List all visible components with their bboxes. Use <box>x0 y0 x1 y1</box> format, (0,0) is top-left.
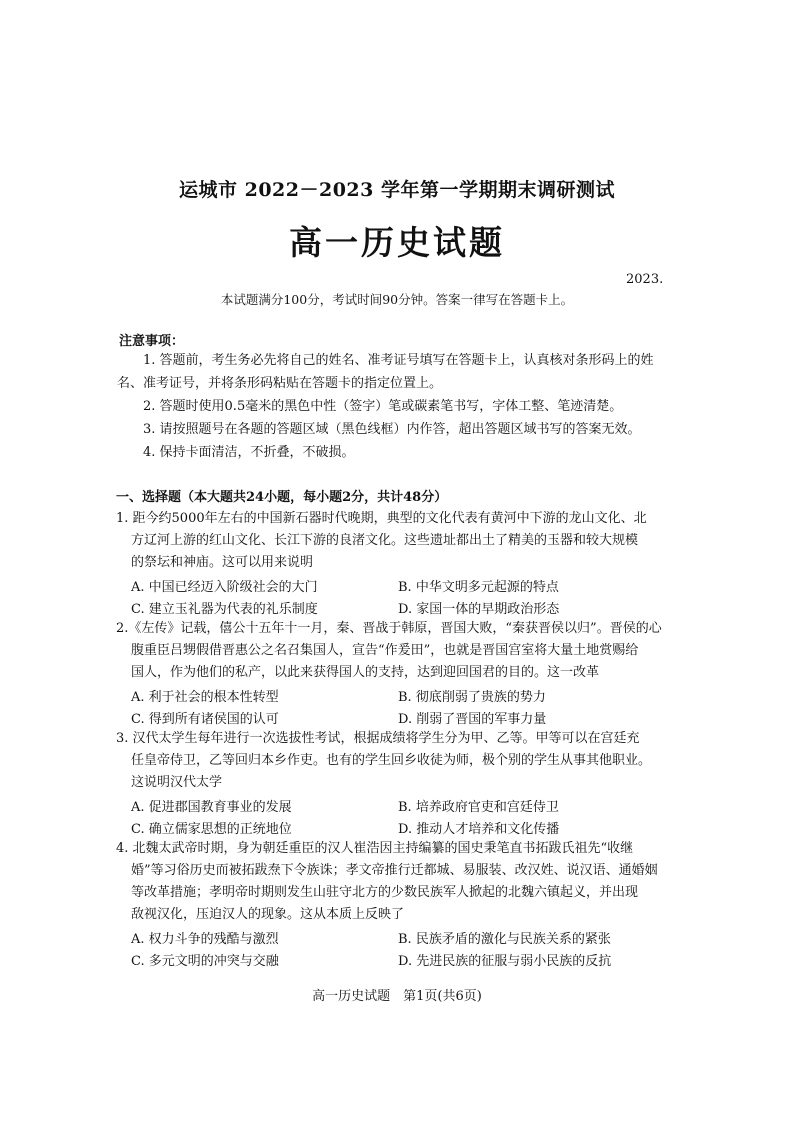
question-4-option-c: C. 多元文明的冲突与交融 <box>131 954 279 969</box>
notice-line: 名、准考证号，并将条形码粘贴在答题卡的指定位置上。 <box>117 376 443 391</box>
question-1-stem: 1. 距今约5000年左右的中国新石器时代晚期，典型的文化代表有黄河中下游的龙山文化、北 <box>116 511 647 526</box>
subject-title: 高一历史试题 <box>289 223 505 262</box>
question-3-stem: 任皇帝侍卫，乙等回归本乡作吏。也有的学生回乡收徒为师，极个别的学生从事其他职业。 <box>131 753 652 768</box>
question-3-stem: 3. 汉代太学生每年进行一次选拔性考试，根据成绩将学生分为甲、乙等。甲等可以在宫廷充 <box>116 731 640 746</box>
question-4-option-b: B. 民族矛盾的激化与民族关系的紧张 <box>398 932 611 947</box>
question-1-option-b: B. 中华文明多元起源的特点 <box>398 580 559 595</box>
question-1-stem: 的祭坛和神庙。这可以用来说明 <box>131 555 314 570</box>
question-1-stem: 方辽河上游的红山文化、长江下游的良渚文化。这些遗址都出土了精美的玉器和较大规模 <box>131 533 639 548</box>
section-heading: 一、选择题（本大题共24小题，每小题2分，共计48分） <box>116 490 448 505</box>
question-2-option-d: D. 削弱了晋国的军事力量 <box>398 712 547 727</box>
page-footer: 高一历史试题 第1页(共6页) <box>312 989 482 1004</box>
question-2-option-c: C. 得到所有诸侯国的认可 <box>131 712 279 727</box>
question-2-stem: 2.《左传》记载，僖公十五年十一月，秦、晋战于韩原，晋国大败，“秦获晋侯以归”。晋侯的心 <box>116 621 662 636</box>
notice-line: 4. 保持卡面清洁，不折叠，不破损。 <box>143 445 355 460</box>
question-1-option-c: C. 建立玉礼器为代表的礼乐制度 <box>131 602 318 617</box>
question-4-stem: 等改革措施；孝明帝时期则发生山驻守北方的少数民族军人掀起的北魏六镇起义，并出现 <box>131 885 639 900</box>
question-4-stem: 敌视汉化，压迫汉人的现象。这从本质上反映了 <box>131 907 405 922</box>
question-3-option-a: A. 促进郡国教育事业的发展 <box>131 800 292 815</box>
question-4-stem: 4. 北魏太武帝时期，身为朝廷重臣的汉人崔浩因主持编纂的国史秉笔直书拓跋氏祖先“收继 <box>116 841 634 856</box>
question-3-stem: 这说明汉代太学 <box>131 775 223 790</box>
notice-line: 2. 答题时使用0.5毫米的黑色中性（签字）笔或碳素笔书写，字体工整、笔迹清楚。 <box>143 399 623 414</box>
question-4-option-d: D. 先进民族的征服与弱小民族的反抗 <box>398 954 612 969</box>
question-4-stem: 婚”等习俗历史而被拓跋焘下令族诛；孝文帝推行迁都城、易服装、改汉姓、说汉语、通婚姻 <box>131 863 658 878</box>
exam-date: 2023. <box>626 272 664 287</box>
question-3-option-b: B. 培养政府官吏和宫廷侍卫 <box>398 800 559 815</box>
question-1-option-a: A. 中国已经迈入阶级社会的大门 <box>131 580 318 595</box>
question-2-option-a: A. 利于社会的根本性转型 <box>131 690 279 705</box>
exam-intro: 本试题满分100分，考试时间90分钟。答案一律写在答题卡上。 <box>220 292 574 307</box>
question-2-stem: 腹重臣吕甥假借晋惠公之名召集国人，宣告“作爰田”，也就是晋国宫室将大量土地赏赐给 <box>131 643 639 658</box>
question-3-option-c: C. 确立儒家思想的正统地位 <box>131 822 292 837</box>
question-2-option-b: B. 彻底削弱了贵族的势力 <box>398 690 546 705</box>
question-3-option-d: D. 推动人才培养和文化传播 <box>398 822 560 837</box>
question-1-option-d: D. 家国一体的早期政治形态 <box>398 602 560 617</box>
notice-line: 1. 答题前，考生务必先将自己的姓名、准考证号填写在答题卡上，认真核对条形码上的姓 <box>143 353 654 368</box>
notice-heading: 注意事项： <box>119 334 185 349</box>
exam-title: 运城市 2022－2023 学年第一学期期末调研测试 <box>179 179 615 201</box>
question-4-option-a: A. 权力斗争的残酷与激烈 <box>131 932 279 947</box>
question-2-stem: 国人，作为他们的私产，以此来获得国人的支持，达到迎回国君的目的。这一改革 <box>131 665 600 680</box>
notice-line: 3. 请按照题号在各题的答题区域（黑色线框）内作答，超出答题区域书写的答案无效。 <box>143 422 641 437</box>
